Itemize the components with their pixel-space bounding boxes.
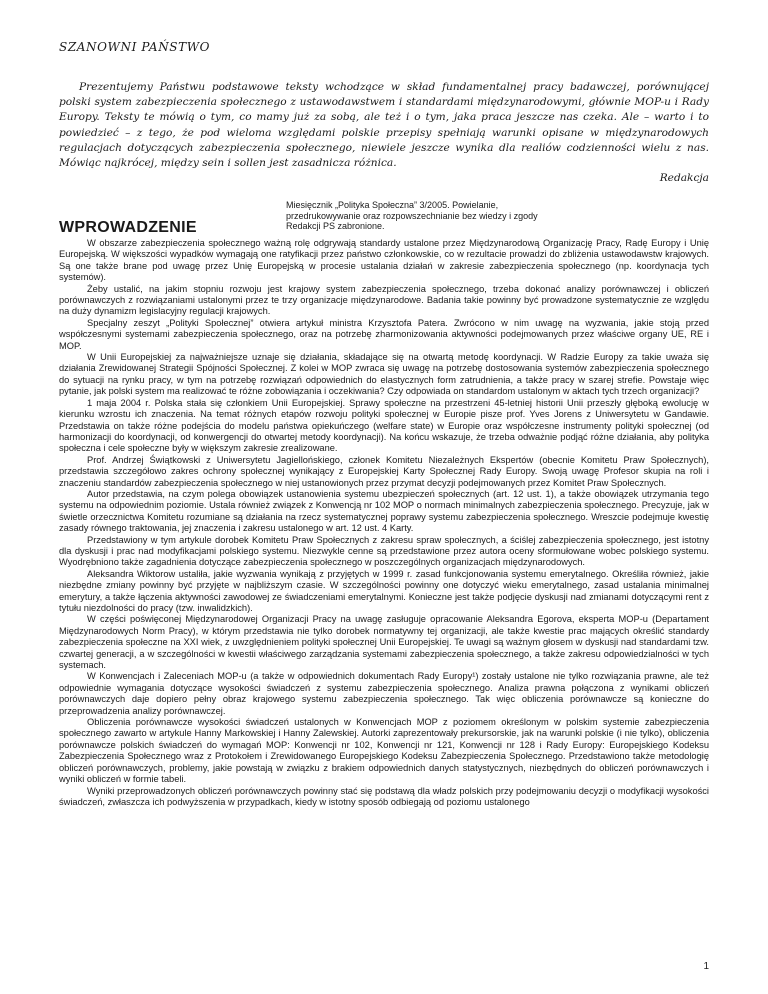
body-paragraph: Aleksandra Wiktorow ustaliła, jakie wyzwania wynikają z przyjętych w 1999 r. zasad funkcjonowania systemu emerytalnego. Określiła również, jakie niezbędne zmiany powinny być przyjęte w najbliższym czasie. W szczególności powinny one dotyczyć wieku emerytalnego, zasad ustalania minimalnej emerytury, a także łączenia aktywności zawodowej ze świadczeniami emerytalnymi. Konieczne jest także podjęcie dyskusji nad zmianami dotyczącymi rent z tytułu niezdolności do pracy (tzw. inwalidzkich). [59,568,709,613]
section-heading: WPROWADZENIE [59,219,197,236]
copyright-notice: Miesięcznik „Polityka Społeczna” 3/2005. Powielanie, przedrukowywanie oraz rozpowszechnianie bez wiedzy i zgody Redakcji PS zabronione. [286,200,538,231]
body-paragraph: Autor przedstawia, na czym polega obowiązek ustanowienia systemu ubezpieczeń społecznych (art. 12 ust. 1), a także obowiązek utrzymania tego systemu na odpowiednim poziomie. Ustala również związek z Konwencją nr 102 MOP o normach minimalnych zabezpieczenia społecznego. Precyzuje, jak w świetle orzecznictwa Komitetu rozumiane są działania na rzecz systematycznej poprawy systemu zabezpieczenia społecznego. Wreszcie podejmuje kwestię zasady równego traktowania, jej znaczenia i zakresu ustalonego w art. 12 ust. 4 Karty. [59,488,709,534]
body-paragraph: 1 maja 2004 r. Polska stała się członkiem Unii Europejskiej. Sprawy społeczne na przestrzeni 45-letniej historii Unii przeszły głęboką ewolucję w kierunku wzrostu ich znaczenia. Na temat różnych etapów rozwoju polityki społecznej w Europie pisze prof. Yves Jorens z Uniwersytetu w Gandawie. Przedstawia on także różne podejścia do modelu państwa opiekuńczego (welfare state) w Europie oraz współczesne instrumenty polityki społecznej (od harmonizacji do koordynacji, od konwergencji do otwartej metody koordynacji). Na końcu wskazuje, że trzeba odważnie podjąć różne działania, aby polityka społeczna i cele społeczne były w większym zakresie zrealizowane. [59,397,709,454]
body-paragraph: Przedstawiony w tym artykule dorobek Komitetu Praw Społecznych z zakresu spraw społecznych, a ściślej zabezpieczenia społecznego, jest istotny dla dyskusji i prac nad modyfikacjami polskiego systemu. Niezwykle cenne są przedstawione przez autora oceny sformułowane wobec polskiego systemu. Wyodrębniono także zagadnienia dotyczące zabezpieczenia społecznego w poszczególnych organizacjach międzynarodowych. [59,534,709,568]
signature: Redakcja [659,172,709,184]
body-paragraph: Obliczenia porównawcze wysokości świadczeń ustalonych w Konwencjach MOP z poziomem określonym w polskim systemie zabezpieczenia społecznego zawarto w artykule Hanny Markowskiej i Hanny Zalewskiej. Autorki zaprezentowały prekursorskie, jak na warunki polskie (i nie tylko), obliczenia porównawcze polskich świadczeń do wymagań MOP: Konwencji nr 102, Konwencji nr 121, Konwencji nr 128 i Rady Europy: Europejskiego Kodeksu Zabezpieczenia Społecznego wraz z Protokołem i Zrewidowanego Europejskiego Kodeksu Zabezpieczenia Społecznego. Przedstawiono także metodologię obliczeń porównawczych, problemy, jakie powstają w związku z brakiem odpowiednich danych statystycznych, niezbędnych do obliczeń porównawczych i wyniki obliczeń w formie tabeli. [59,717,709,785]
body-paragraph: Wyniki przeprowadzonych obliczeń porównawczych powinny stać się podstawą dla władz polskich przy podejmowaniu decyzji o modyfikacji wysokości świadczeń, zwłaszcza ich podwyższenia w przypadkach, kiedy w istotny sposób odbiegają od poziomu ustalonego [59,785,709,807]
body-paragraph: W części poświęconej Międzynarodowej Organizacji Pracy na uwagę zasługuje opracowanie Aleksandra Egorova, eksperta MOP-u (Departament Międzynarodowych Norm Pracy), w którym przedstawia nie tylko dorobek normatywny tej organizacji, ale także kwestie prac mających określić standardy zabezpieczenia społeczne na XXI wiek, z uwzględnieniem polityki społecznej Unii Europejskiej. Te uwagi są ważnym głosem w dyskusji nad standardami tzw. czwartej generacji, a w szczególności w kwestii właściwego zarządzania systemami zabezpieczenia społecznego, a także zakresu odpowiedzialności w tych systemach. [59,614,709,671]
body-paragraph: W Konwencjach i Zaleceniach MOP-u (a także w odpowiednich dokumentach Rady Europy¹) zostały ustalone nie tylko rozwiązania prawne, ale też odpowiednie wymagania dotyczące wysokości świadczeń z systemu zabezpieczenia społecznego. Analiza prawna połączona z wynikami obliczeń porównawczych daje dopiero pełny obraz krajowego systemu zabezpieczenia społecznego. Tak więc obliczenia porównawcze są konieczne do przeprowadzenia analizy porównawczej. [59,671,709,716]
intro-paragraph [59,80,709,171]
salutation: SZANOWNI PAŃSTWO [59,40,211,54]
body-paragraph: Prof. Andrzej Świątkowski z Uniwersytetu Jagiellońskiego, członek Komitetu Niezależnych Ekspertów (obecnie Komitetu Praw Społecznych), przedstawia szczegółowo zakres ochrony społecznej wynikający z Europejskiej Karty Społecznej Rady Europy. Swoją uwagę Profesor skupia na roli i znaczeniu standardów zabezpieczenia społecznego w niej ustanowionych przez przymat decyzji podejmowanych przez Komitet Praw Społecznych. [59,454,709,488]
body-paragraph: Żeby ustalić, na jakim stopniu rozwoju jest krajowy system zabezpieczenia społecznego, trzeba dokonać analizy porównawczej i obliczeń porównawczych z rozwiązaniami ustalonymi przez te trzy organizacje międzynarodowe. Badania takie powinny być prowadzone systematycznie ze względu na duży dynamizm legislacyjny regulacji krajowych. [59,283,709,317]
page-number: 1 [703,961,709,972]
body-paragraph: W obszarze zabezpieczenia społecznego ważną rolę odgrywają standardy ustalone przez Międzynarodową Organizację Pracy, Radę Europy i Unię Europejską. W większości wypadków wymagają one ratyfikacji przez państwo członkowskie, co w rezultacie prowadzi do zbliżenia ustawodawstw krajowych. Są one także brane pod uwagę przez Unię Europejską w procesie ustalania działań w zakresie zabezpieczenia społecznego (np. koordynacja tych systemów). [59,238,709,283]
intro-text: Prezentujemy Państwu podstawowe teksty wchodzące w skład fundamentalnej pracy badawczej, porównującej polski system zabezpieczenia społecznego z ustawodawstwem i standardami międzynarodowymi, głównie MOP-u i Rady Europy. Teksty te mówią o tym, co mamy już za sobą, ale też i o tym, jaka praca jeszcze nas czeka. Ale – warto i to powiedzieć – z tego, że pod wieloma względami polskie przepisy spełniają warunki opisane w międzynarodowych regulacjach dotyczących zabezpieczenia społecznego, niewiele jeszcze wynika dla realiów codzienności wielu z nas. Mówiąc najkrócej, między sein i sollen jest zasadnicza różnica. [59,81,709,170]
body-paragraph: Specjalny zeszyt „Polityki Społecznej” otwiera artykuł ministra Krzysztofa Patera. Zwrócono w nim uwagę na wyzwania, jakie stoją przed współczesnymi systemami zabezpieczenia społecznego, oraz na potrzebę zharmonizowania aktywności podejmowanych przez właściwe organy UE, RE i MOP. [59,317,709,351]
body-paragraph: W Unii Europejskiej za najważniejsze uznaje się działania, składające się na otwartą metodę koordynacji. W Radzie Europy za takie uważa się działania Zrewidowanej Strategii Spójności Społecznej. Z kolei w MOP zwraca się uwagę na potrzebę dostosowania systemów zabezpieczenia społecznego do sytuacji na rynku pracy, w tym na potrzebę rozwiązań odpowiednich do elastycznych form zatrudnienia, a także pracy w szarej strefie. Powstaje więc pytanie, jak polski system ma realizować te różne zobowiązania i oczekiwania? Czy odpowiada on standardom ustalonym w aktach tych trzech organizacji? [59,352,709,397]
body-text [59,238,709,808]
